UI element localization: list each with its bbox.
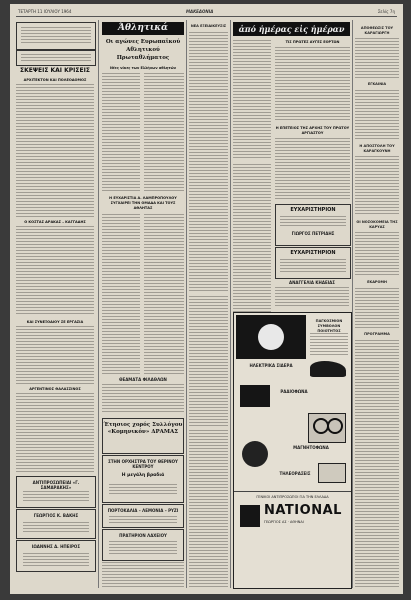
sports-logo: Άθλητικά (102, 22, 184, 35)
notice-box (16, 22, 96, 50)
article-text (233, 40, 271, 160)
article-heading: Ο ΚΟΣΤΑΣ ΔΡΑΚΑΣ – ΚΑΓΓΑΔΗΣ (24, 220, 86, 224)
ad-box (16, 476, 96, 508)
article-text (102, 562, 184, 588)
article-text (233, 164, 271, 314)
article-text (144, 73, 184, 193)
thanks-notice (275, 204, 351, 246)
column-rule (230, 20, 231, 588)
article-heading: ΑΡΧΙΤΕΚΤΟΝ ΚΑΙ ΠΟΛΕΟΔΟΜΟΣ (23, 78, 87, 82)
thanks-name: ΓΙΩΡΓΟΣ ΠΕΤΡΙΔΗΣ (291, 231, 335, 236)
notice-title: ΣΤΗΝ ΟΡΧΗΣΤΡΑ ΤΟΥ ΘΕΡΙΝΟΥ ΚΕΝΤΡΟΥ (108, 459, 178, 469)
header-masthead: ΜΑΚΕΔΟΝΙΑ (186, 9, 214, 14)
product-caption: ΠΑΓΚΟΣΜΙΟΝ ΣΥΜΒΟΛΟΝ ΠΟΙΟΤΗΤΟΣ (315, 319, 343, 333)
tv-icon (318, 463, 346, 483)
brand-subtitle: ΓΕΝΙΚΟΙ ΑΝΤΙΠΡΟΣΩΠΟΙ ΓΙΑ ΤΗΝ ΕΛΛΑΔΑ (256, 495, 329, 499)
header-date: ΤΕΤΑΡΤΗ 11 ΙΟΥΛΙΟΥ 1964 (18, 9, 72, 14)
iron-icon (310, 361, 346, 377)
column-rule (352, 20, 353, 588)
recorder-label: ΜΑΓΝΗΤΟΦΩΝΑ (293, 445, 329, 450)
tape-recorder-icon (308, 413, 346, 443)
funeral-title: ΑΝΑΓΓΕΛΙΑ ΚΗΔΕΙΑΣ (288, 280, 336, 285)
globe-icon (258, 324, 284, 350)
article-text (355, 288, 399, 328)
article-heading: ΑΠΟΘΕΩΣΙΣ ΤΟΥ ΚΑΡΑΓΙΩΡΓΗ (360, 26, 394, 35)
article-text (275, 138, 350, 200)
event-ad (102, 418, 184, 454)
article-text (16, 226, 94, 316)
ad-box (102, 529, 184, 561)
article-text (355, 38, 399, 78)
page-header (16, 7, 397, 17)
article-text (102, 384, 184, 414)
article-text (189, 32, 228, 292)
ad-box (16, 540, 96, 572)
national-advert (233, 312, 352, 589)
iron-label: ΗΛΕΚΤΡΙΚΑ ΣΙΔΕΡΑ (249, 363, 293, 368)
ad-box (16, 509, 96, 539)
header-page-number: Σελίς 7η (377, 9, 395, 14)
article-heading: Η ΕΠΕΤΕΙΟΣ ΤΗΣ ΑΡΧΗΣ ΤΟΥ ΠΡΩΤΟΥ ΑΡΓΙΑΣΤΟΥ (275, 126, 350, 135)
radio-label: ΡΑΔΙΟΦΩΝΑ (280, 389, 308, 394)
notice-box (16, 50, 96, 66)
column-5 (355, 20, 399, 588)
distributor: ΓΕΩΡΓΙΟΣ ΑΣ · ΑΘΗΝΑΙ (264, 520, 304, 524)
ad-box (102, 504, 184, 528)
article-heading: ΚΑΙ ΣΥΝΕΞΟΔΙΟΥ ΣΕ ΕΡΓΑΣΙΑ (26, 320, 84, 324)
article-text (275, 287, 349, 307)
section-title: ΣΚΕΨΕΙΣ ΚΑΙ ΚΡΙΣΕΙΣ (20, 67, 90, 74)
article-heading: ΤΙΣ ΠΡΩΤΕΣ ΑΥΓΕΣ ΕΟΡΤΩΝ (285, 40, 340, 44)
article-heading: ΕΓΚΑΙΝΙΑ (367, 82, 387, 86)
thanks-notice (275, 247, 351, 279)
product-photo (236, 315, 306, 359)
daily-banner: ἀπό ἡμέρας εἰς ἡμέραν (233, 22, 350, 36)
main-headline: Οι αγώνες Ευρωπαϊκού Αθλητικού Πρωταθλήματος (105, 39, 181, 61)
article-text (16, 326, 94, 384)
article-text (355, 232, 399, 276)
article-text (189, 296, 228, 426)
column-1 (16, 20, 96, 588)
ad-title: ΙΩΑΝΝΗΣ Δ. ΗΠΕΙΡΟΣ (31, 544, 81, 549)
tv-label: ΤΗΛΕΟΡΑΣΕΙΣ (279, 471, 311, 476)
article-text (144, 214, 184, 374)
ad-title: ΑΝΤΙΠΡΟΣΩΠΕΙΑΙ «Γ. ΣΑΜΑΡΑΚΗΣ» (32, 480, 80, 490)
ad-title: ΠΟΡΤΟΚΑΛΙΑ – ΛΕΜΟΝΙΑ – ΡΥΖΙ (107, 508, 179, 513)
newspaper-page (10, 4, 403, 594)
thanks-title: ΕΥΧΑΡΙΣΤΗΡΙΟΝ (290, 250, 336, 256)
notice-box (102, 455, 184, 503)
thanks-title: ΕΥΧΑΡΙΣΤΗΡΙΟΝ (290, 207, 336, 213)
mascot-icon (242, 441, 268, 467)
article-heading: Η ΕΥΧΑΡΙΣΤΙΑ Α. ΛΑΜΠΡΟΠΟΥΛΟΥ ΣΥΓΧΑΙΡΕΙ ΤΗΝ ΟΜΑΔΑ ΚΑΙ ΤΟΥΣ ΑΘΛΗΤΑΣ (109, 196, 177, 210)
column-4 (233, 20, 350, 588)
ad-title: ΓΕΩΡΓΙΟΣ Κ. ΒΑΚΗΣ (33, 513, 79, 518)
article-heading: Η ΑΠΟΣΤΟΛΗ ΤΟΥ ΚΑΡΑΓΚΟΥΝΗ (359, 144, 395, 153)
column-rule (186, 20, 187, 588)
event-title: Έτησιος χορός Συλλόγου «Κομηνικόν» ΔΡΑΜΑΣ (103, 422, 183, 435)
radio-icon (240, 385, 270, 407)
article-text (16, 84, 94, 217)
article-heading: ΠΡΟΓΡΑΜΜΑ (364, 332, 390, 336)
article-heading: ΕΚΔΡΟΜΗ (367, 280, 387, 284)
column-rule (98, 20, 99, 588)
article-heading: ΑΡΓΕΝΤΙΝΟΣ ΘΑΛΑΣΣΙΝΟΣ (29, 387, 81, 391)
article-text (355, 90, 399, 140)
column-2 (102, 20, 184, 588)
article-heading: ΟΙ ΝΟΣΟΚΟΜΕΙΑ ΤΗΣ ΚΑΡΥΑΣ (356, 220, 398, 229)
article-text (102, 214, 140, 374)
article-text (16, 393, 94, 473)
article-text (102, 73, 140, 193)
small-heading: ΘΕΑΜΑΤΑ ΦΙΛΑΘΛΩΝ (119, 377, 167, 382)
notice-subtitle: Η μεγάλη βραδιά (121, 473, 165, 478)
article-text (189, 430, 228, 588)
column-label: ΝΕΑ ΕΞΕΙΔΙΚΕΥΣΙΣ (190, 24, 227, 28)
article-text (355, 340, 399, 588)
article-text (275, 47, 350, 122)
brand-logo-icon (240, 505, 260, 527)
brand-name: NATIONAL (264, 503, 342, 518)
column-3 (189, 20, 228, 588)
sub-headline: Νέες νίκες των Ελλήνων αθλητών (110, 66, 176, 70)
article-text (355, 156, 399, 216)
ad-title: ΠΡΑΤΗΡΙΟΝ ΛΑΧΕΙΟΥ (119, 533, 167, 538)
